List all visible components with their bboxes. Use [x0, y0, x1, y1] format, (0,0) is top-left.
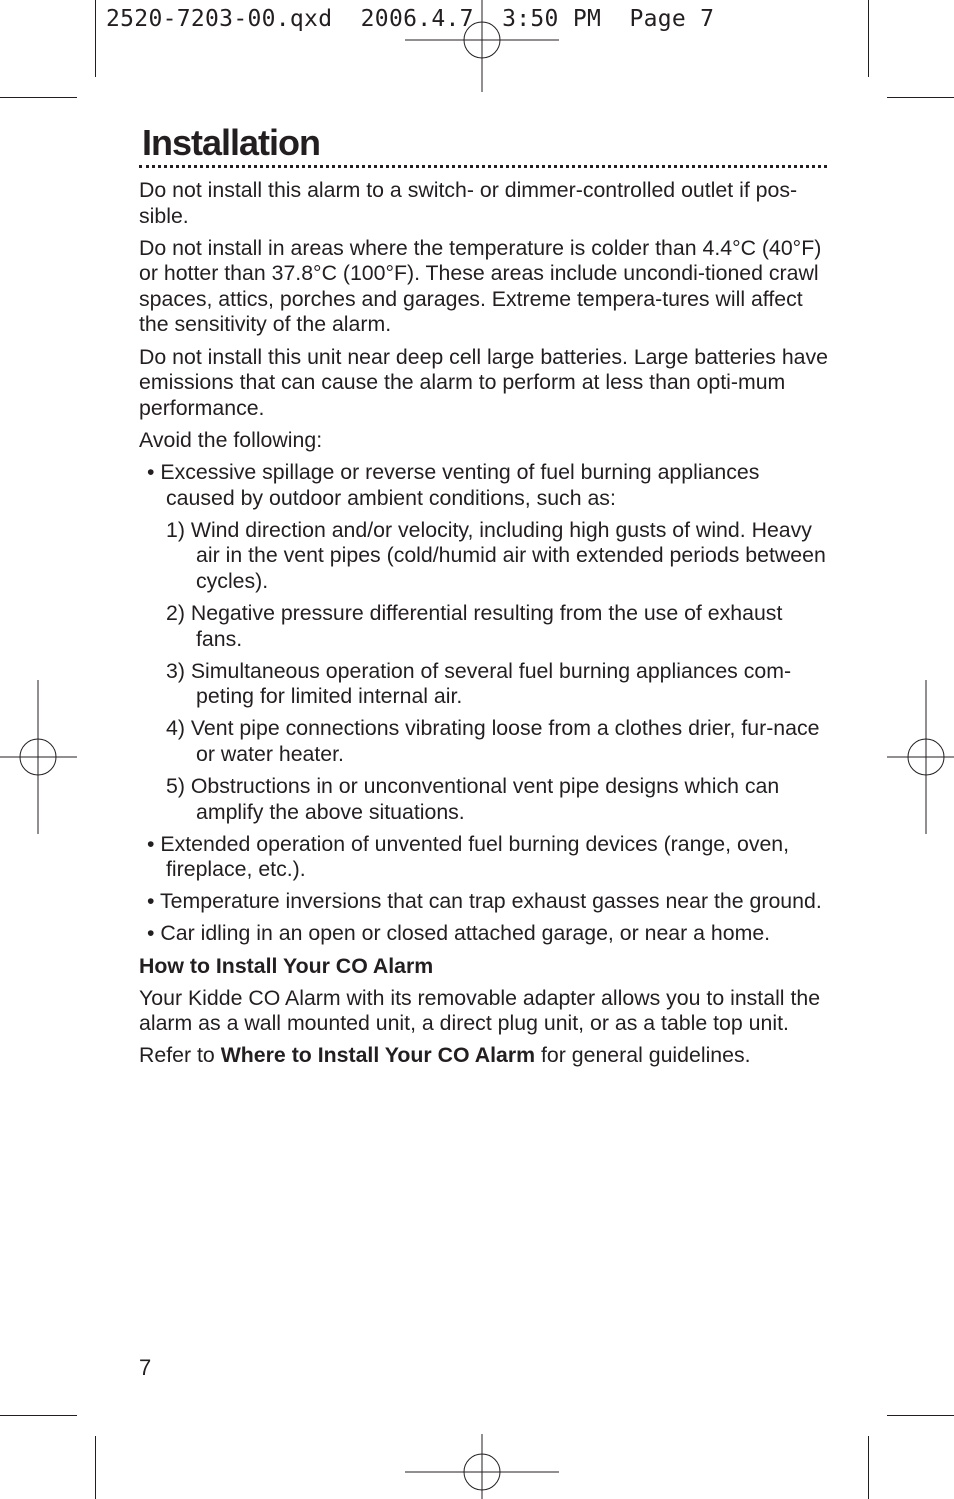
- paragraph-temperature: Do not install in areas where the temperature is colder than 4.4°C (40°F) or hotter than 37.8°C (100°F). These areas include uncondi-tioned crawl spaces, attics, porches and garages. Extreme tempera-tures will affect the sensitivity of the alarm.: [139, 235, 822, 337]
- crop-mark-bottom-right-horizontal: [887, 1415, 954, 1416]
- page-title: Installation: [142, 122, 321, 163]
- crop-mark-bottom-right-vertical: [868, 1436, 869, 1499]
- crop-mark-top-left-vertical: [95, 0, 96, 77]
- paragraph-batteries: Do not install this unit near deep cell large batteries. Large batteries have emissions that can cause the alarm to perform at less than opti-mum performance.: [139, 344, 829, 420]
- page-number: 7: [139, 1355, 152, 1380]
- section-heading: How to Install Your CO Alarm: [139, 953, 434, 978]
- registration-mark-top-icon: [405, 0, 559, 92]
- registration-mark-left-icon: [0, 680, 77, 834]
- paragraph-refer: [139, 1043, 829, 1069]
- bullet-item-spillage: • Excessive spillage or reverse venting of fuel burning appliances caused by outdoor ambient conditions, such as:: [147, 459, 760, 510]
- paragraph-how-to: Your Kidde CO Alarm with its removable adapter allows you to install the alarm as a wall mounted unit, a direct plug unit, or as a table top unit.: [139, 985, 821, 1036]
- crop-mark-bottom-left-vertical: [95, 1436, 96, 1499]
- crop-mark-top-right-vertical: [868, 0, 869, 77]
- refer-prefix: Refer to: [139, 1043, 221, 1068]
- crop-mark-bottom-left-horizontal: [0, 1415, 77, 1416]
- bullet-item-inversions: • Temperature inversions that can trap exhaust gasses near the ground.: [147, 889, 822, 914]
- refer-bold-link-text: Where to Install Your CO Alarm: [220, 1043, 536, 1068]
- paragraph-avoid: Avoid the following:: [139, 427, 323, 452]
- numbered-item-2: 2) Negative pressure differential resulting from the use of exhaust fans.: [166, 600, 783, 651]
- page-content: [139, 122, 829, 1075]
- printer-slug: 2520-7203-00.qxd 2006.4.7 3:50 PM Page 7: [106, 6, 715, 32]
- numbered-item-5: 5) Obstructions in or unconventional vent pipe designs which can amplify the above situations.: [166, 773, 780, 824]
- numbered-item-4: 4) Vent pipe connections vibrating loose from a clothes drier, fur-nace or water heater.: [166, 716, 820, 766]
- crop-mark-top-right-horizontal: [887, 97, 954, 98]
- crop-mark-top-left-horizontal: [0, 97, 77, 98]
- bullet-item-unvented: • Extended operation of unvented fuel burning devices (range, oven, fireplace, etc.).: [147, 831, 790, 882]
- numbered-item-1: 1) Wind direction and/or velocity, including high gusts of wind. Heavy air in the vent pipes (cold/humid air with extended periods between cycles).: [166, 517, 826, 593]
- dotted-divider: [139, 165, 827, 168]
- registration-mark-bottom-icon: [405, 1434, 559, 1499]
- paragraph-outlet: Do not install this alarm to a switch- or dimmer-controlled outlet if pos-sible.: [139, 178, 798, 228]
- registration-mark-right-icon: [887, 680, 954, 834]
- bullet-item-car-idling: • Car idling in an open or closed attached garage, or near a home.: [147, 921, 771, 946]
- numbered-item-3: 3) Simultaneous operation of several fuel burning appliances com-peting for limited internal air.: [166, 658, 792, 709]
- refer-suffix: for general guidelines.: [535, 1043, 751, 1068]
